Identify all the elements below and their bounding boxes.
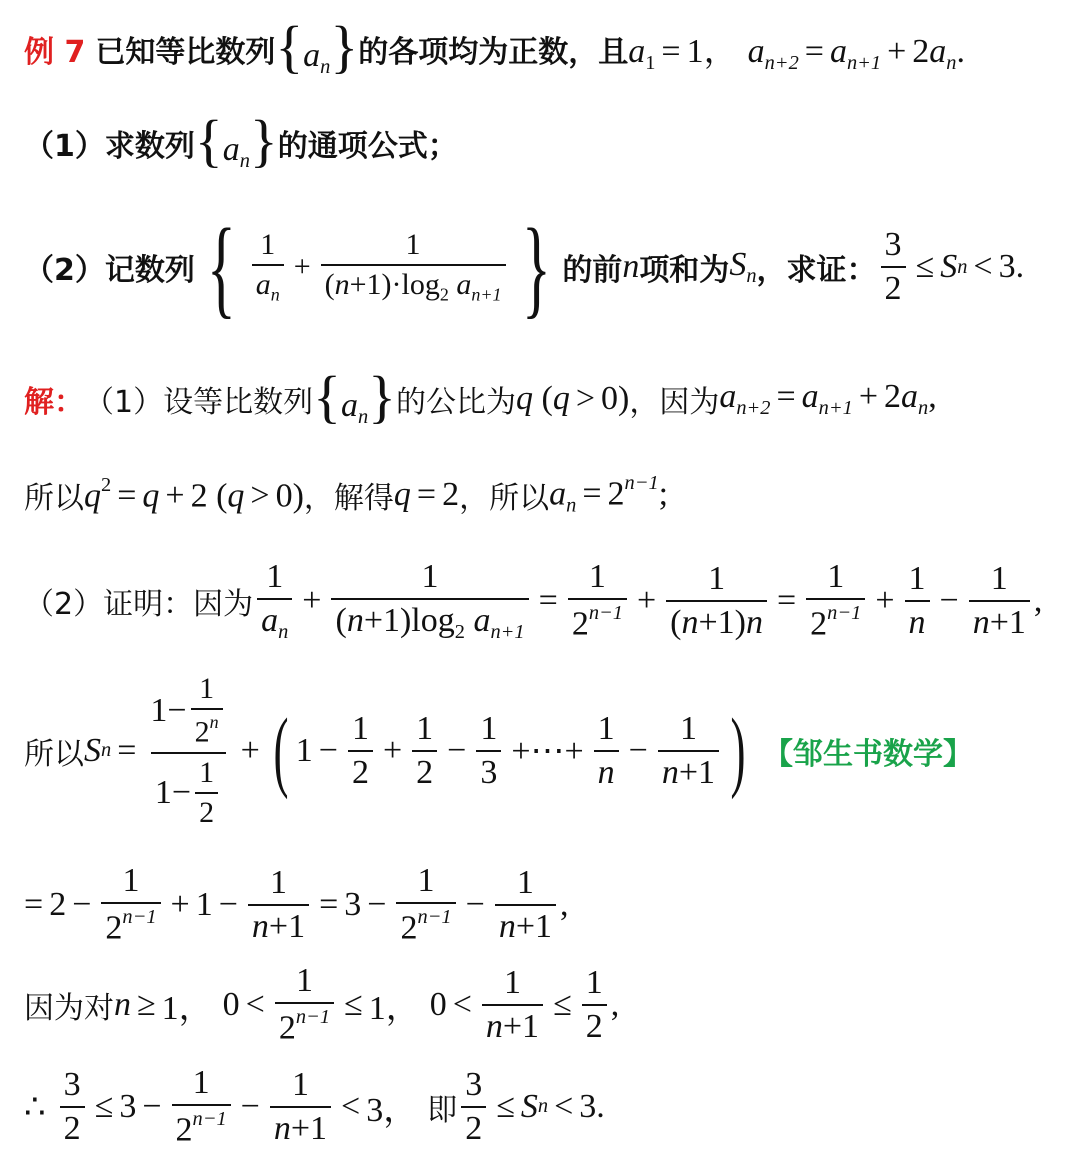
stem-text: 的各项均为正数，且: [358, 34, 629, 70]
stem-text: 已知等比数列: [95, 34, 276, 70]
solution-line-1: 解： （1） 设等比数列 $\{a_n\}$ 的公比为 q (q > 0) ，因为 $a_{n+2} = a_{n+1} + 2a_n$,: [24, 364, 937, 429]
part-text: 记数列: [104, 253, 195, 288]
solution-line-4: 所以 S n = 1− $\frac{1}{2^n}$ 1− $\frac{1}{2}$ + ( 1 − $\frac{1}{2}$ + $\frac{1}{2}$ − $\frac{1}{3}$ +⋯+ $\frac{1}{n}$ − $\frac{1}{n+1}$ ) 【邹生书数学】: [24, 672, 974, 829]
math-inequality: $\frac{3}{2}$ ≤ S n < 3.: [877, 226, 1025, 308]
math-seq-fraction: { $\frac{1}{a_n}$ + $\frac{1}{(n+1)\cdot\log_2 a_{n+1}}$ }: [206, 206, 551, 328]
solution-line-3: （2） 证明：因为 $\frac{1}{a_n}$ + $\frac{1}{(n+1)\log_2 a_{n+1}}$ = $\frac{1}{2^{n-1}}$ + $\frac{1}{(n+1)n}$ = $\frac{1}{2^{n-1}}$ + $\frac{1}{n}$ − $\frac{1}{n+1}$ ,: [24, 558, 1043, 644]
math-condition: $a_1 = 1$， $a_{n+2} = a_{n+1} + 2a_n$.: [628, 32, 965, 74]
watermark-label: 【邹生书数学】: [763, 736, 974, 772]
part-text: ，求证：: [756, 253, 877, 288]
part-text: 的前: [562, 253, 623, 288]
math-seq: $\{a_n\}$: [275, 14, 359, 79]
problem-part-2: （2） 记数列 { $\frac{1}{a_n}$ + $\frac{1}{(n+1)\cdot\log_2 a_{n+1}}$ } 的前 n 项和为 $S_n$ ，求证： $\frac{3}{2}$ ≤ S n < 3.: [24, 206, 1025, 328]
part-label: （1）: [24, 128, 105, 164]
solution-label: 解：: [24, 384, 84, 420]
solution-line-2: 所以 $q^2 = q + 2$ (q > 0) ，解得 q = 2 ，所以 $a_n = 2^{n-1}$;: [24, 472, 669, 517]
problem-part-1: [24, 108, 458, 173]
part-text: 求数列: [104, 128, 195, 164]
solution-line-6: 因为对 n ≥ 1， 0 < $\frac{1}{2^{n-1}}$ ≤ 1， 0 < $\frac{1}{n+1}$ ≤ $\frac{1}{2}$ ,: [24, 962, 620, 1047]
problem-stem: [24, 14, 965, 79]
solution-line-7: ∴ $\frac{3}{2}$ ≤ 3 − $\frac{1}{2^{n-1}}$ − $\frac{1}{n+1}$ < 3， 即 $\frac{3}{2}$ ≤ S n < 3.: [24, 1064, 605, 1149]
part-text: 的通项公式；: [277, 128, 458, 164]
example-label: 例 7: [24, 34, 86, 70]
part-label: （2）: [24, 253, 105, 288]
part-text: 项和为: [639, 253, 730, 288]
math-seq: $\{a_n\}$: [194, 108, 278, 173]
solution-line-5: = 2 − $\frac{1}{2^{n-1}}$ + 1 − $\frac{1}{n+1}$ = 3 − $\frac{1}{2^{n-1}}$ − $\frac{1}{n+1}$ ,: [24, 862, 569, 947]
